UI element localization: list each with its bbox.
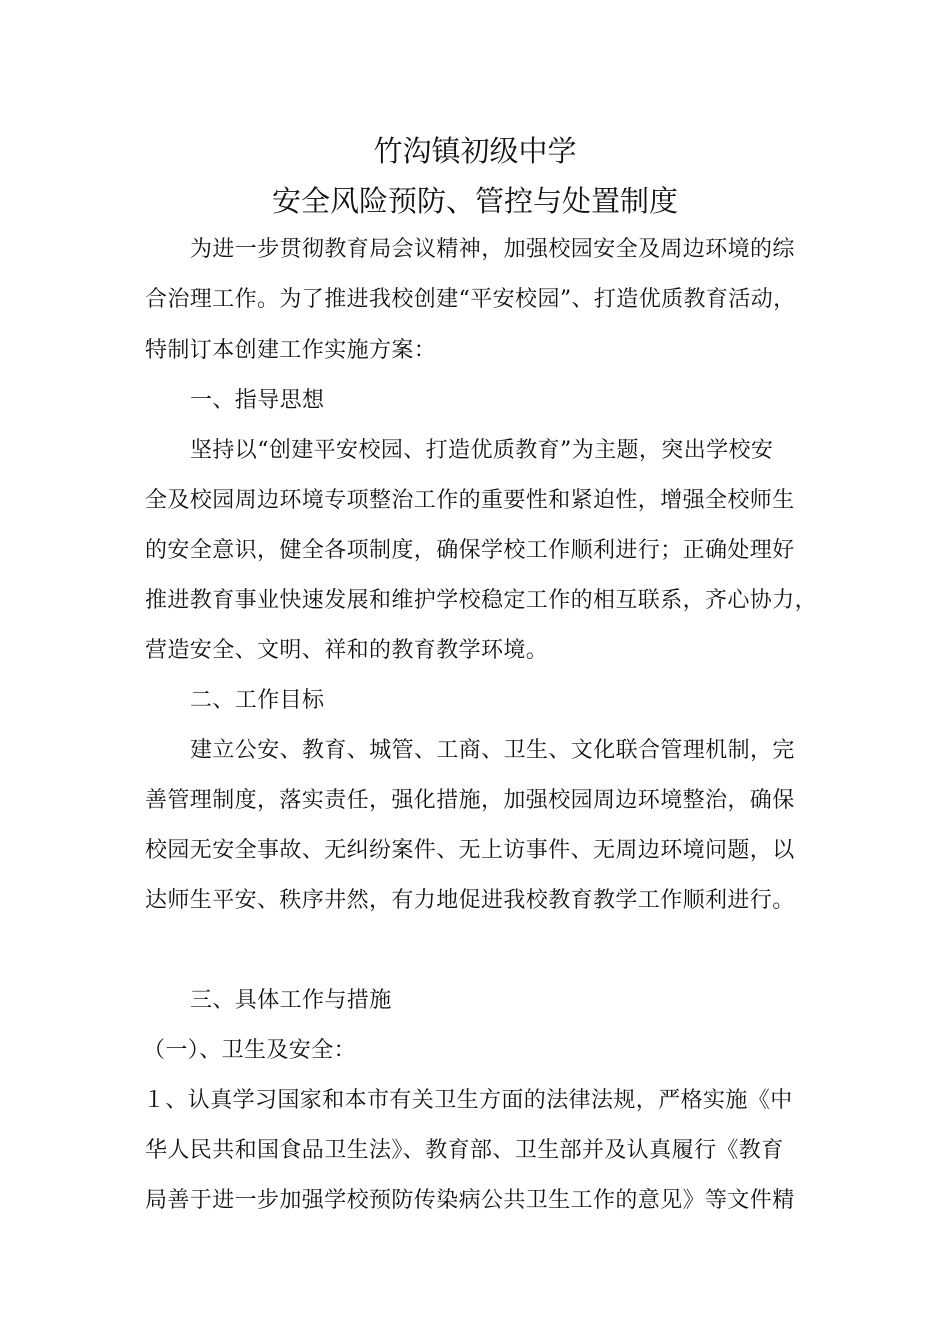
paragraph-line: 全及校园周边环境专项整治工作的重要性和紧迫性，增强全校师生 xyxy=(145,488,795,513)
paragraph-line: 校园无安全事故、无纠纷案件、无上访事件、无周边环境问题，以 xyxy=(145,838,795,863)
document-title: 安全风险预防、管控与处置制度 xyxy=(271,184,678,218)
paragraph-line: 华人民共和国食品卫生法》、教育部、卫生部并及认真履行《教育 xyxy=(145,1138,784,1163)
paragraph-line: 善管理制度，落实责任，强化措施，加强校园周边环境整治，确保 xyxy=(145,788,795,813)
section-heading: 一、指导思想 xyxy=(190,388,325,413)
school-name-title: 竹沟镇初级中学 xyxy=(373,134,577,168)
paragraph-line: 的安全意识，健全各项制度，确保学校工作顺利进行；正确处理好 xyxy=(145,538,795,563)
paragraph-line: 建立公安、教育、城管、工商、卫生、文化联合管理机制，完 xyxy=(190,738,795,763)
paragraph-line: 为进一步贯彻教育局会议精神，加强校园安全及周边环境的综 xyxy=(190,237,795,262)
subsection-heading: （一）、卫生及安全： xyxy=(143,1038,357,1063)
paragraph-line: 营造安全、文明、祥和的教育教学环境。 xyxy=(145,638,549,663)
paragraph-line: 合治理工作。为了推进我校创建“平安校园”、打造优质教育活动， xyxy=(145,287,796,312)
paragraph-line: 特制订本创建工作实施方案： xyxy=(145,338,437,363)
paragraph-line: １、认真学习国家和本市有关卫生方面的法律法规，严格实施《中 xyxy=(143,1088,793,1113)
section-heading: 二、工作目标 xyxy=(190,688,325,713)
paragraph-line: 局善于进一步加强学校预防传染病公共卫生工作的意见》等文件精 xyxy=(145,1188,795,1213)
paragraph-line: 达师生平安、秩序井然，有力地促进我校教育教学工作顺利进行。 xyxy=(145,888,795,913)
section-heading: 三、具体工作与措施 xyxy=(190,988,392,1013)
paragraph-line: 推进教育事业快速发展和维护学校稳定工作的相互联系，齐心协力， xyxy=(145,588,818,613)
paragraph-line: 坚持以“创建平安校园、打造优质教育”为主题，突出学校安 xyxy=(190,438,774,463)
